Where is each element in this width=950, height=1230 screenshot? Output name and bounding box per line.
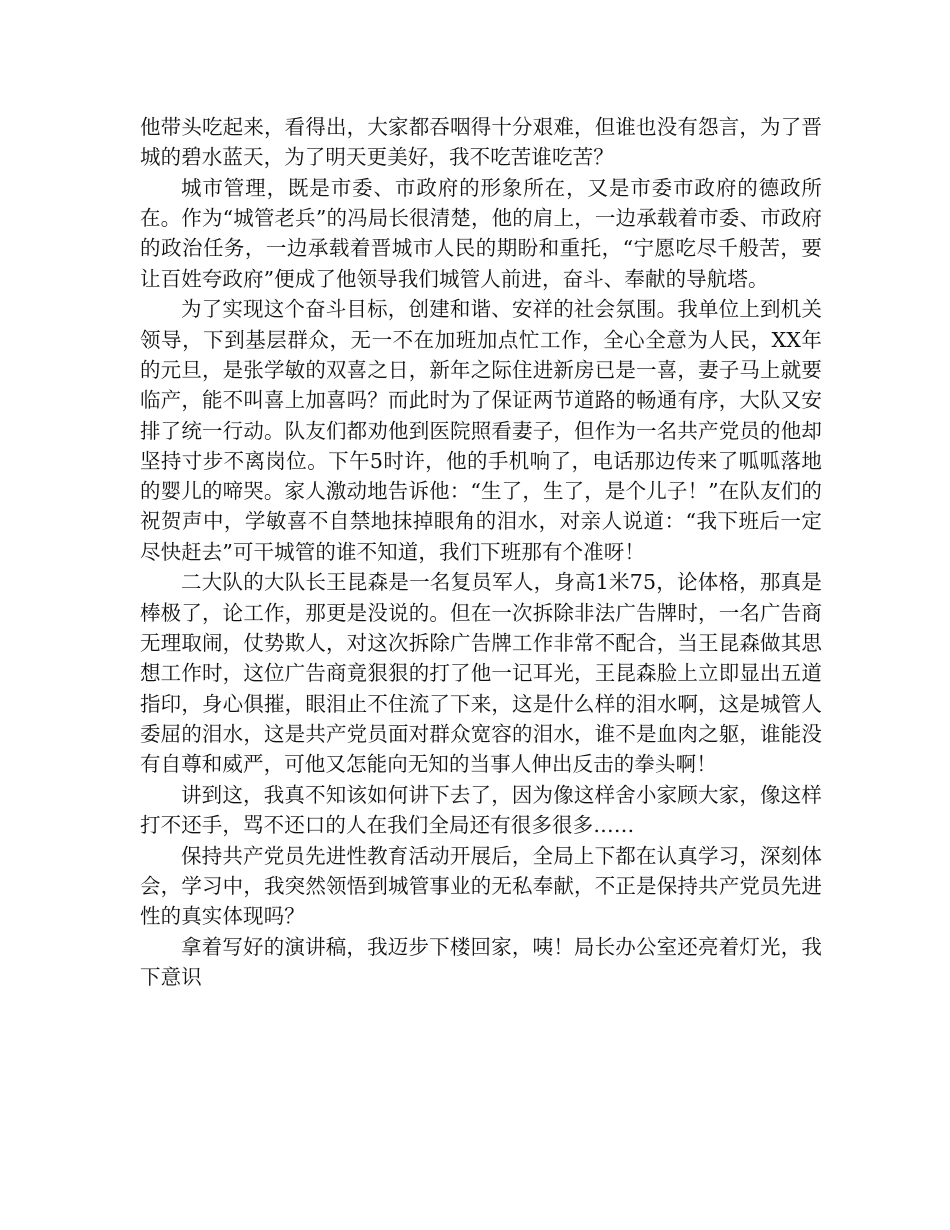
- paragraph-6: 保持共产党员先进性教育活动开展后，全局上下都在认真学习，深刻体会，学习中，我突然领悟到城管事业的无私奉献，不正是保持共产党员先进性的真实体现吗？: [140, 843, 822, 929]
- document-body: [140, 112, 822, 993]
- paragraph-7: 拿着写好的演讲稿，我迈步下楼回家，咦！局长办公室还亮着灯光，我下意识: [140, 934, 822, 990]
- paragraph-1: 他带头吃起来，看得出，大家都吞咽得十分艰难，但谁也没有怨言，为了晋城的碧水蓝天，为了明天更美好，我不吃苦谁吃苦？: [140, 115, 822, 170]
- paragraph-3: 为了实现这个奋斗目标，创建和谐、安祥的社会氛围。我单位上到机关领导，下到基层群众，无一不在加班加点忙工作，全心全意为人民，XX年的元旦，是张学敏的双喜之日，新年之际住进新房已是一喜，妻子马上就要临产，能不叫喜上加喜吗？而此时为了保证两节道路的畅通有序，大队又安排了统一行动。队友们都劝他到医院照看妻子，但作为一名共产党员的他却坚持寸步不离岗位。下午5时许，他的手机响了，电话那边传来了呱呱落地的婴儿的啼哭。家人激动地告诉他：“生了，生了，是个儿子！”在队友们的祝贺声中，学敏喜不自禁地抹掉眼角的泪水，对亲人说道：“我下班后一定尽快赶去”可干城管的谁不知道，我们下班那有个准呀！: [140, 297, 822, 564]
- paragraph-4: 二大队的大队长王昆森是一名复员军人，身高1米75，论体格，那真是棒极了，论工作，那更是没说的。但在一次拆除非法广告牌时，一名广告商无理取闹，仗势欺人，对这次拆除广告牌工作非常不配合，当王昆森做其思想工作时，这位广告商竟狠狠的打了他一记耳光，王昆森脸上立即显出五道指印，身心俱摧，眼泪止不住流了下来，这是什么样的泪水啊，这是城管人委屈的泪水，这是共产党员面对群众宽容的泪水，谁不是血肉之躯，谁能没有自尊和威严，可他又怎能向无知的当事人伸出反击的拳头啊！: [140, 570, 822, 777]
- paragraph-2: 城市管理，既是市委、市政府的形象所在，又是市委市政府的德政所在。作为“城管老兵”的冯局长很清楚，他的肩上，一边承载着市委、市政府的政治任务，一边承载着晋城市人民的期盼和重托，“宁愿吃尽千般苦，要让百姓夸政府”便成了他领导我们城管人前进，奋斗、奉献的导航塔。: [140, 175, 822, 291]
- paragraph-5: 讲到这，我真不知该如何讲下去了，因为像这样舍小家顾大家，像这样打不还手，骂不还口的人在我们全局还有很多很多……: [140, 782, 822, 838]
